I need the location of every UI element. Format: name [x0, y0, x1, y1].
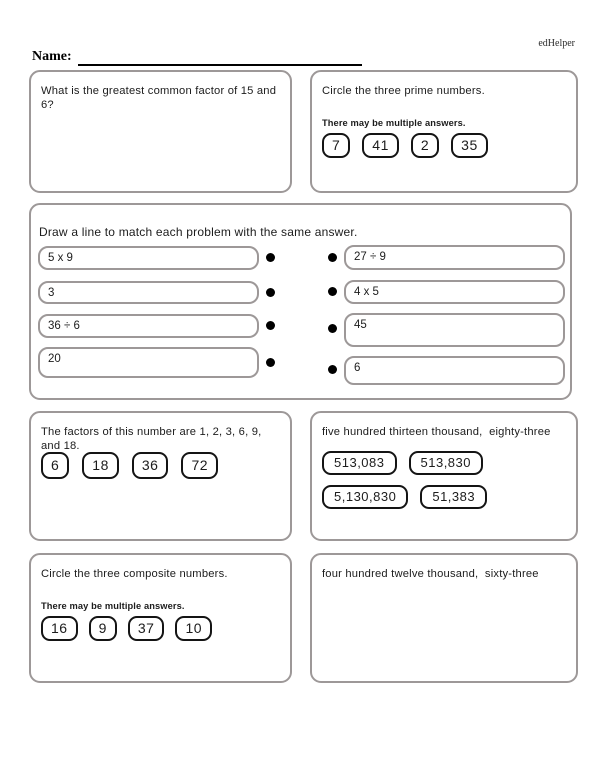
question-text: The factors of this number are 1, 2, 3, 6, 9, and 18. [41, 426, 269, 452]
panel-circle-primes [310, 70, 578, 193]
choice-chip[interactable]: 37 [128, 616, 165, 641]
choice-chip[interactable]: 7 [322, 133, 350, 158]
choice-chip[interactable]: 5,130,830 [322, 485, 408, 509]
match-dot-right[interactable] [328, 365, 337, 374]
answer-choices [322, 133, 488, 158]
choice-chip[interactable]: 41 [362, 133, 399, 158]
answer-choices [41, 616, 212, 641]
match-left-item[interactable]: 3 [38, 281, 259, 304]
choice-chip[interactable]: 6 [41, 452, 69, 479]
match-right-item[interactable]: 4 x 5 [344, 280, 565, 304]
answer-choices-row-2 [322, 485, 487, 509]
match-dot-right[interactable] [328, 287, 337, 296]
choice-chip[interactable]: 513,830 [409, 451, 484, 475]
choice-chip[interactable]: 51,383 [420, 485, 487, 509]
question-text: What is the greatest common factor of 15 and 6? [41, 85, 280, 111]
match-dot-left[interactable] [266, 321, 275, 330]
match-dot-left[interactable] [266, 358, 275, 367]
multiple-answers-note: There may be multiple answers. [322, 118, 466, 128]
match-right-item[interactable]: 27 ÷ 9 [344, 245, 565, 270]
panel-matching [29, 203, 572, 400]
match-right-item[interactable]: 6 [344, 356, 565, 385]
matching-instruction: Draw a line to match each problem with the same answer. [39, 225, 358, 239]
panel-factors [29, 411, 292, 541]
match-dot-left[interactable] [266, 253, 275, 262]
name-label: Name: [32, 49, 72, 64]
question-text: four hundred twelve thousand, sixty-three [322, 568, 539, 580]
name-input-line[interactable] [78, 48, 362, 66]
answer-choices-row-1 [322, 451, 483, 475]
multiple-answers-note: There may be multiple answers. [41, 601, 185, 611]
match-dot-right[interactable] [328, 253, 337, 262]
match-left-item[interactable]: 36 ÷ 6 [38, 314, 259, 338]
choice-chip[interactable]: 10 [175, 616, 212, 641]
answer-choices [41, 452, 218, 479]
choice-chip[interactable]: 16 [41, 616, 78, 641]
question-text: Circle the three prime numbers. [322, 85, 485, 97]
choice-chip[interactable]: 36 [132, 452, 169, 479]
match-left-item[interactable]: 5 x 9 [38, 246, 259, 270]
choice-chip[interactable]: 72 [181, 452, 218, 479]
match-dot-right[interactable] [328, 324, 337, 333]
match-dot-left[interactable] [266, 288, 275, 297]
match-right-item[interactable]: 45 [344, 313, 565, 347]
panel-circle-composites [29, 553, 292, 683]
choice-chip[interactable]: 2 [411, 133, 439, 158]
choice-chip[interactable]: 513,083 [322, 451, 397, 475]
panel-number-words-2 [310, 553, 578, 683]
panel-gcf-question [29, 70, 292, 193]
choice-chip[interactable]: 9 [89, 616, 117, 641]
question-text: Circle the three composite numbers. [41, 568, 228, 580]
panel-number-words-1 [310, 411, 578, 541]
brand-logo-text: edHelper [538, 38, 575, 49]
choice-chip[interactable]: 18 [82, 452, 119, 479]
match-left-item[interactable]: 20 [38, 347, 259, 378]
choice-chip[interactable]: 35 [451, 133, 488, 158]
question-text: five hundred thirteen thousand, eighty-three [322, 426, 551, 438]
